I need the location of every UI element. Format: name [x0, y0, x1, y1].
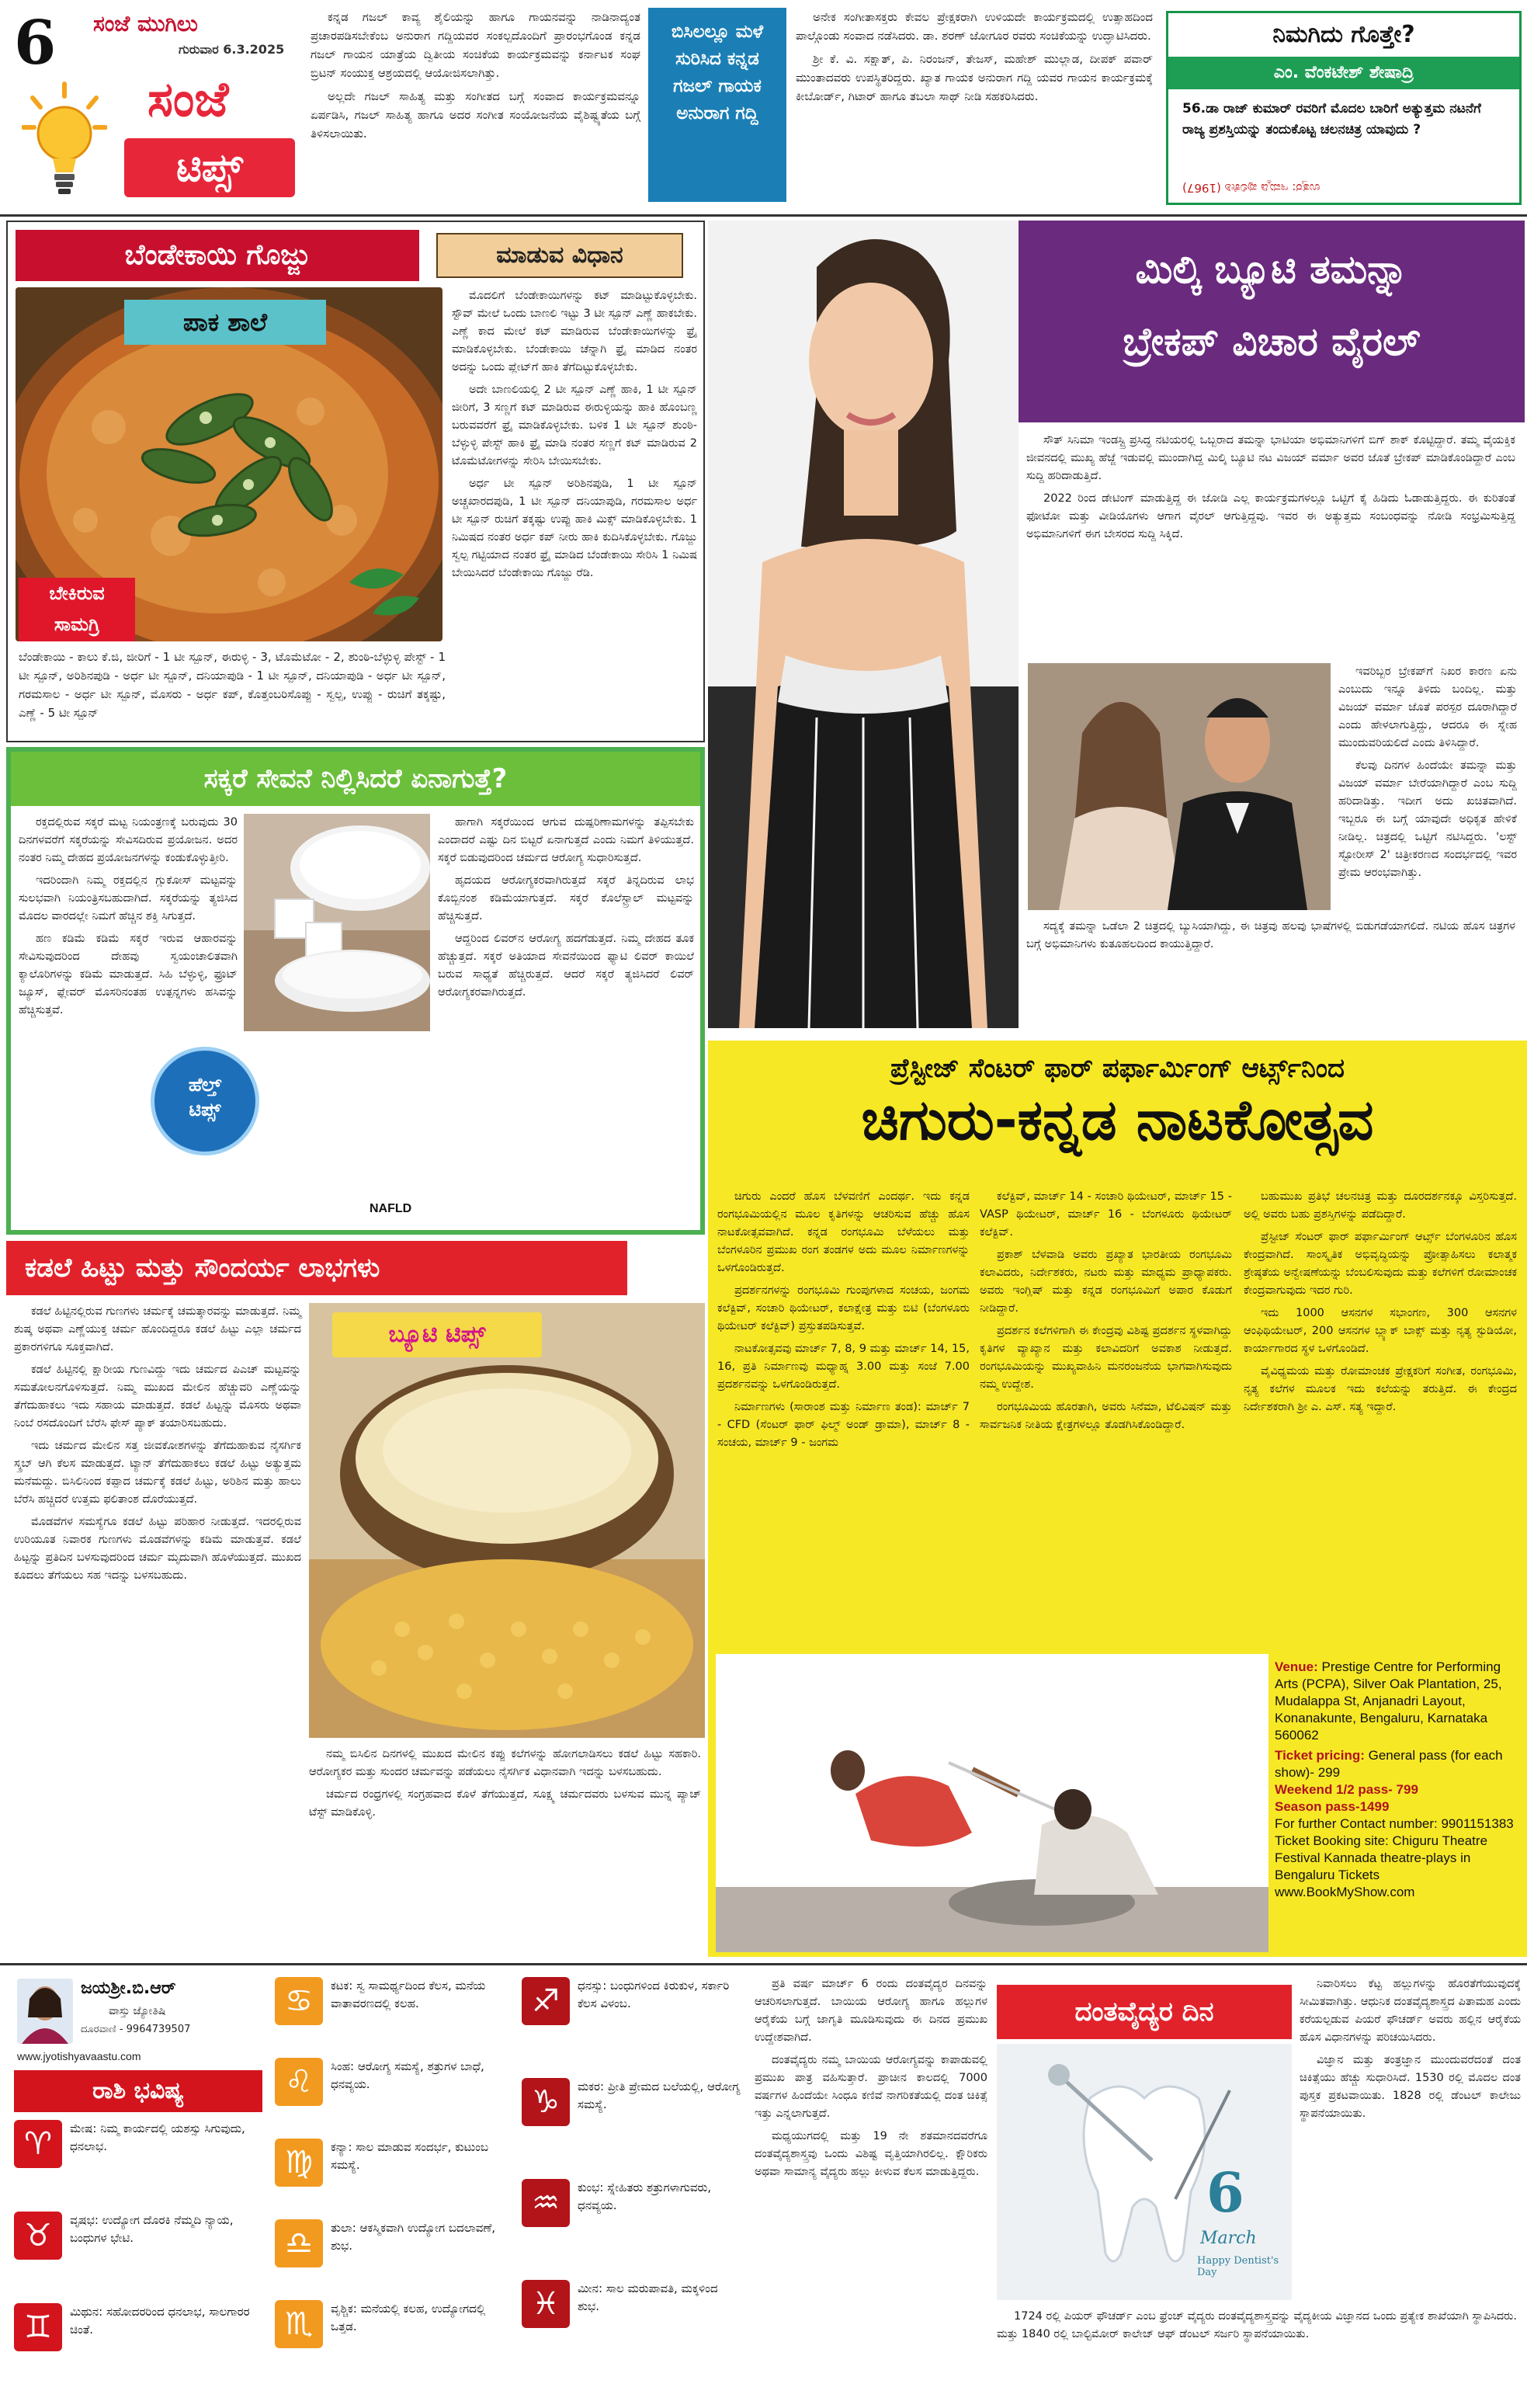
dentist-title-box: [997, 1985, 1292, 2039]
capricorn-icon: ♑: [522, 2078, 570, 2126]
libra-icon: ♎: [275, 2219, 323, 2267]
astrologer-photo: [17, 1979, 73, 2044]
zodiac-row-dhanassu: [522, 1977, 743, 2078]
zodiac-row-kumbha: [522, 2179, 743, 2280]
paragraph: ಚಿಗುರು ಎಂದರೆ ಹೊಸ ಬೆಳವಣಿಗೆ ಎಂದರ್ಥ. ಇದು ಕನ್ನಡ ರಂಗಭೂಮಿಯಲ್ಲಿನ ಮೂಲ ಕೃತಿಗಳನ್ನು ಆಚರಿಸುವ ಹೆಚ್ಚು ಹೊಸ ನಾಟಕೋತ್ಸವವಾಗಿದೆ. ಕನ್ನಡ ರಂಗಭೂಮಿ ಬೆಳೆಯಲು ಮತ್ತು ಬೆಂಗಳೂರಿನ ಪ್ರಮುಖ ರಂಗ ತಂಡಗಳ ಅದು ಮೂಲ ನಿರ್ಮಾಣಗಳನ್ನು ಒಳಗೊಂಡಿರುತ್ತದೆ.: [717, 1190, 970, 1274]
paragraph: ಅರ್ಧ ಟೀ ಸ್ಪೂನ್ ಅರಿಶಿನಪುಡಿ, 1 ಟೀ ಸ್ಪೂನ್ ಅಚ್ಚಖಾರದಪುಡಿ, 1 ಟೀ ಸ್ಪೂನ್ ದನಿಯಾಪುಡಿ, ಗರಮಸಾಲ ಅರ್ಧ ಟೀ ಸ್ಪೂನ್ ರುಚಿಗೆ ತಕ್ಕಷ್ಟು ಉಪ್ಪು ಹಾಕಿ ಮಿಕ್ಸ್ ಮಾಡಿಕೊಳ್ಳಬೇಕು. 1 ನಿಮಿಷದ ನಂತರ ಅರ್ಧ ಕಪ್ ನೀರು ಹಾಕಿ ಕುದಿಸಿಕೊಳ್ಳಬೇಕು. ಗೊಜ್ಜು ಸ್ವಲ್ಪ ಗಟ್ಟಿಯಾದ ನಂತರ ಫ್ರೈ ಮಾಡಿದ ಬೆಂಡೇಕಾಯಿ ಸೇರಿಸಿ 1 ನಿಮಿಷ ಬೇಯಿಸಿದರೆ ಬೆಂಡೇಕಾಯಿ ಗೊಜ್ಜು ರೆಡಿ.: [452, 478, 697, 579]
paragraph: ಅದೇ ಬಾಣಲಿಯಲ್ಲಿ 2 ಟೀ ಸ್ಪೂನ್ ಎಣ್ಣೆ ಹಾಕಿ, 1 ಟೀ ಸ್ಪೂನ್ ಜೀರಿಗೆ, 3 ಸಣ್ಣಗೆ ಕಟ್ ಮಾಡಿರುವ ಈರುಳ್ಳಿಯನ್ನು ಹಾಕಿ ಹೊಂಬಣ್ಣ ಬರುವವರೆಗೆ ಫ್ರೈ ಮಾಡಿಕೊಳ್ಳಬೇಕು. ಬಳಿಕ 1 ಟೀ ಸ್ಪೂನ್ ಶುಂಠಿ-ಬೆಳ್ಳುಳ್ಳಿ ಪೇಸ್ಟ್ ಹಾಕಿ ಫ್ರೈ ಮಾಡಿ ನಂತರ ಸಣ್ಣಗೆ ಕಟ್ ಮಾಡಿರುವ 2 ಟೊಮೆಟೋಗಳನ್ನು ಸೇರಿಸಿ ಬೇಯಿಸಬೇಕು.: [452, 384, 697, 467]
chiguru-col-3: [1244, 1188, 1517, 1421]
gemini-icon: ♊: [14, 2303, 62, 2351]
zodiac-row-tula: [275, 2219, 515, 2300]
sugar-headline: ಸಕ್ಕರೆ ಸೇವನೆ ನಿಲ್ಲಿಸಿದರೆ ಏನಾಗುತ್ತೆ?: [203, 763, 508, 794]
paragraph: ಅನೇಕ ಸಂಗೀತಾಸಕ್ತರು ಕೇವಲ ಪ್ರೇಕ್ಷಕರಾಗಿ ಉಳಿಯದೇ ಕಾರ್ಯಕ್ರಮದಲ್ಲಿ ಉತ್ಸಾಹದಿಂದ ಪಾಲ್ಗೊಂಡು ಸಂವಾದ ನಡೆಸಿದರು. ಡಾ. ಶರಣ್ ಜೋಗೂರ ರವರು ಸಂಚಿಕೆಯನ್ನು ಉದ್ಘಾಟಿಸಿದರು.: [796, 10, 1153, 43]
leo-icon: ♌: [275, 2058, 323, 2106]
chiguru-col-1: [717, 1188, 970, 1457]
sagittarius-icon: ♐: [522, 1977, 570, 2025]
ingredients-label-1: ಬೇಕಿರುವ: [49, 582, 105, 604]
paragraph: ಹೃದಯದ ಆರೋಗ್ಯಕರವಾಗಿರುತ್ತದೆ ಸಕ್ಕರೆ ತಿನ್ನದಿರುವ ಲಾಭ ಕೊಬ್ಬಿನಂಶ ಕಡಿಮೆಯಾಗುತ್ತದೆ. ಸಕ್ಕರೆ ಕೊಲೆಸ್ಟ್ರಾಲ್ ಮಟ್ಟವನ್ನು ಹೆಚ್ಚಿಸುತ್ತದೆ.: [438, 874, 694, 923]
astrologer-role: ವಾಸ್ತು ಜ್ಯೋತಿಷಿ: [109, 2005, 166, 2017]
zodiac-text: ಮಿಥುನ: ಸಹೋದರರಿಂದ ಧನಲಾಭ, ಸಾಲಗಾರರ ಚಿಂತೆ.: [70, 2305, 250, 2337]
paragraph: ಇದರಿಂದಾಗಿ ನಿಮ್ಮ ರಕ್ತದಲ್ಲಿನ ಗ್ಲುಕೋಸ್ ಮಟ್ಟವನ್ನು ಸುಲಭವಾಗಿ ನಿಯಂತ್ರಿಸಬಹುದಾಗಿದೆ. ಸಕ್ಕರೆಯನ್ನು ತ್ಯಜಿಸಿದ ಮೊದಲ ವಾರದಲ್ಲೇ ನಿಮಗೆ ಹೆಚ್ಚಿನ ಶಕ್ತಿ ಸಿಗುತ್ತದೆ.: [19, 874, 238, 923]
dentist-title: ದಂತವೈದ್ಯರ ದಿನ: [1074, 1996, 1214, 2028]
sugar-section: [6, 747, 705, 1235]
zodiac-text: ಕನ್ಯಾ: ಸಾಲ ಮಾಡುವ ಸಂದರ್ಭ, ಕುಟುಂಬ ಸಮಸ್ಯೆ.: [331, 2140, 489, 2172]
tamanna-headline-2: ಬ್ರೇಕಪ್ ವಿಚಾರ ವೈರಲ್: [1123, 319, 1421, 364]
tamanna-side-col: [1338, 663, 1517, 887]
divider: [0, 214, 1527, 217]
beauty-tips-badge: [332, 1312, 542, 1357]
paragraph: ಇವರಿಬ್ಬರ ಬ್ರೇಕಪ್‌ಗೆ ನಿಖರ ಕಾರಣ ಏನು ಎಂಬುದು ಇನ್ನೂ ತಿಳಿದು ಬಂದಿಲ್ಲ. ಮತ್ತು ವಿಜಯ್ ವರ್ಮಾ ಜೊತೆ ಪರಸ್ಪರ ದೂರಾಗಿದ್ದಾರೆ ಎಂದು ಹೇಳಲಾಗುತ್ತಿದ್ದು, ಆದರೂ ಈ ಸ್ನೇಹ ಮುಂದುವರಿಯಲಿದೆ ಎಂದು ತಿಳಿಸಿದ್ದಾರೆ.: [1338, 665, 1517, 749]
paragraph: ಕನ್ನಡ ಗಜಲ್ ಕಾವ್ಯ ಶೈಲಿಯನ್ನು ಹಾಗೂ ಗಾಯನವನ್ನು ನಾಡಿನಾದ್ಯಂತ ಪ್ರಚಾರಪಡಿಸಬೇಕೆಂಬ ಅನುರಾಗ ಗದ್ದಿಯವರ ಸಂಕಲ್ಪದೊಂದಿಗೆ ಪ್ರಾರಂಭಗೊಂಡ ಕನ್ನಡ ಗಜಲ್ ಗಾಯನ ಯಾತ್ರೆಯ ದ್ವಿತೀಯ ಸಂಚಿಕೆಯ ಕಾರ್ಯಕ್ರಮವನ್ನು ಕರ್ನಾಟಕ ಸಂಘ ಬ್ರಿಟನ್ ಸಂಯುಕ್ತ ಆಶ್ರಯದಲ್ಲಿ ಆಯೋಜಿಸಲಾಗಿತ್ತು.: [311, 10, 640, 80]
paragraph: 2022 ರಿಂದ ಡೇಟಿಂಗ್ ಮಾಡುತ್ತಿದ್ದ ಈ ಜೋಡಿ ಎಲ್ಲ ಕಾರ್ಯಕ್ರಮಗಳಲ್ಲೂ ಒಟ್ಟಿಗೆ ಕೈ ಹಿಡಿದು ಓಡಾಡುತ್ತಿದ್ದರು. ಈ ಕುರಿತಂತೆ ಫೋಟೋ ಮತ್ತು ವೀಡಿಯೊಗಳು ಆಗಾಗ ವೈರಲ್ ಆಗುತ್ತಿದ್ದವು. ಇವರ ಈ ಅತ್ಯುತ್ತಮ ಸಂಬಂಧವನ್ನು ನೋಡಿ ಸಂಭ್ರಮಿಸುತ್ತಿದ್ದ ಅಭಿಮಾನಿಗಳಿಗೆ ಈಗ ಬೇಸರದ ಸುದ್ದಿ ಸಿಕ್ಕಿದೆ.: [1026, 492, 1515, 540]
taurus-icon: ♉: [14, 2212, 62, 2260]
zodiac-text: ಸಿಂಹ: ಆರೋಗ್ಯ ಸಮಸ್ಯೆ, ಶತ್ರುಗಳ ಬಾಧೆ, ಧನವ್ಯಯ.: [331, 2059, 484, 2091]
paragraph: 1724 ರಲ್ಲಿ ಪಿಯರ್ ಫೌಚರ್ಡ್ ಎಂಬ ಫ್ರೆಂಚ್ ವೈದ್ಯರು ದಂತವೈದ್ಯಶಾಸ್ತ್ರವನ್ನು ವೈದ್ಯಕೀಯ ವಿಜ್ಞಾನದ ಒಂದು ಪ್ರತ್ಯೇಕ ಶಾಖೆಯಾಗಿ ಸ್ಥಾಪಿಸಿದರು. ಮತ್ತು 1840 ರಲ್ಲಿ ಬಾಲ್ಟಿಮೋರ್ ಕಾಲೇಜ್ ಆಫ್ ಡೆಂಟಲ್ ಸರ್ಜರಿ ಸ್ಥಾಪನೆಯಾಯಿತು.: [997, 2310, 1517, 2340]
paragraph: ಬಹುಮುಖ ಪ್ರತಿಭೆ ಚಲನಚಿತ್ರ ಮತ್ತು ದೂರದರ್ಶನಕ್ಕೂ ವಿಸ್ತರಿಸುತ್ತದೆ. ಅಲ್ಲಿ ಅವರು ಬಹು ಪ್ರಶಸ್ತಿಗಳನ್ನು ಪಡೆದಿದ್ದಾರೆ.: [1244, 1190, 1517, 1221]
dentist-col-3: [997, 2308, 1517, 2348]
chiguru-headline: ಚಿಗುರು-ಕನ್ನಡ ನಾಟಕೋತ್ಸವ: [861, 1087, 1374, 1152]
zodiac-list: [275, 1977, 515, 2381]
dentist-section: [748, 1969, 1525, 2404]
besan-section: [6, 1241, 705, 1958]
paragraph: ಕಡಲೆ ಹಿಟ್ಟಿನಲ್ಲಿ ಕ್ಷಾರೀಯ ಗುಣವಿದ್ದು ಇದು ಚರ್ಮದ ಪಿಎಚ್ ಮಟ್ಟವನ್ನು ಸಮತೋಲನಗೊಳಿಸುತ್ತದೆ. ನಿಮ್ಮ ಮುಖದ ಮೇಲಿನ ಹೆಚ್ಚುವರಿ ಎಣ್ಣೆಯನ್ನು ತೆಗೆದುಹಾಕಲು ಇದು ಸಹಾಯ ಮಾಡುತ್ತದೆ. ಕಡಲೆ ಹಿಟ್ಟನ್ನು ಮೊಸರು ಅಥವಾ ನಿಂಬೆ ರಸದೊಂದಿಗೆ ಬೆರೆಸಿ ಫೇಸ್ ಪ್ಯಾಕ್ ತಯಾರಿಸಬಹುದು.: [14, 1364, 301, 1430]
tamanna-section: [708, 221, 1527, 1036]
zodiac-text: ವೃಷಭ: ಉದ್ಯೋಗ ದೊರಕಿ ನೆಮ್ಮದಿ ನ್ಯಾಯ, ಬಂಧುಗಳ ಭೇಟಿ.: [70, 2213, 234, 2245]
recipe-title: ಬೆಂಡೇಕಾಯಿ ಗೊಜ್ಜು: [124, 239, 311, 271]
besan-col-1: [14, 1303, 301, 1590]
paragraph: ಇದು ಚರ್ಮದ ಮೇಲಿನ ಸತ್ತ ಜೀವಕೋಶಗಳನ್ನು ತೆಗೆದುಹಾಕುವ ನೈಸರ್ಗಿಕ ಸ್ಕ್ರಬ್ ಆಗಿ ಕೆಲಸ ಮಾಡುತ್ತದೆ. ಟ್ಯಾನ್ ತೆಗೆದುಹಾಕಲು ಕಡಲೆ ಹಿಟ್ಟು ಅತ್ಯುತ್ತಮ ಮನೆಮದ್ದು. ಬಿಸಿಲಿನಿಂದ ಕಪ್ಪಾದ ಚರ್ಮಕ್ಕೆ ಕಡಲೆ ಹಿಟ್ಟು, ಅರಿಶಿನ ಮತ್ತು ಹಾಲು ಬೆರೆಸಿ ಹಚ್ಚಿದರೆ ಉತ್ತಮ ಫಲಿತಾಂಶ ದೊರೆಯುತ್ತದೆ.: [14, 1440, 301, 1506]
paragraph: ನಿರ್ಮಾಣಗಳು (ಸಾರಾಂಶ ಮತ್ತು ನಿರ್ಮಾಣ ತಂಡ): ಮಾರ್ಚ್ 7 - CFD (ಸೆಂಟರ್ ಫಾರ್ ಫಿಲ್ಮ್ ಅಂಡ್ ಡ್ರಾಮಾ), ಮಾರ್ಚ್ 8 - ಸಂಚಯ, ಮಾರ್ಚ್ 9 - ಜಂಗಮ: [717, 1401, 970, 1449]
ghazal-article: [311, 8, 1157, 211]
astrologer-phone: ದೂರವಾಣಿ - 9964739507: [81, 2024, 191, 2035]
dentist-col-2: [1300, 1975, 1521, 2128]
zodiac-text: ವೃಶ್ಚಿಕ: ಮನೆಯಲ್ಲಿ ಕಲಹ, ಉದ್ಯೋಗದಲ್ಲಿ ಒತ್ತಡ.: [331, 2302, 486, 2333]
paragraph: ನಾಟಕೋತ್ಸವವು ಮಾರ್ಚ್ 7, 8, 9 ಮತ್ತು ಮಾರ್ಚ್ 14, 15, 16, ಪ್ರತಿ ನಿರ್ಮಾಣವು ಮಧ್ಯಾಹ್ನ 3.00 ಮತ್ತು ಸಂಜೆ 7.00 ಪ್ರದರ್ಶನವನ್ನು ಒಳಗೊಂಡಿರುತ್ತದೆ.: [717, 1343, 970, 1391]
paragraph: ನಿವಾರಿಸಲು ಕೆಟ್ಟ ಹಲ್ಲುಗಳನ್ನು ಹೊರತೆಗೆಯುವುದಕ್ಕೆ ಸೀಮಿತವಾಗಿತ್ತು. ಆಧುನಿಕ ದಂತವೈದ್ಯಶಾಸ್ತ್ರದ ಪಿತಾಮಹ ಎಂದು ಕರೆಯಲ್ಪಡುವ ಪಿಯರೆ ಫೌಚರ್ಡ್ ಅವರು ಹಲ್ಲಿನ ಆರೈಕೆಯ ಹೊಸ ವಿಧಾನಗಳನ್ನು ಪರಿಚಯಿಸಿದರು.: [1300, 1978, 1521, 2044]
ghazal-col-2: [796, 8, 1153, 110]
recipe-section: [6, 221, 705, 742]
beauty-tips-label: ಬ್ಯೂಟಿ ಟಿಪ್ಸ್: [388, 1321, 486, 1348]
sugar-headline-box: [11, 752, 700, 806]
ghazal-title: ಬಿಸಿಲಲ್ಲೂ ಮಳೆ ಸುರಿಸಿದ ಕನ್ನಡ ಗಜಲ್ ಗಾಯಕ ಅನುರಾಗ ಗದ್ದಿ: [671, 22, 764, 123]
sugar-col-2: [438, 814, 694, 1006]
contact-number: For further Contact number: 9901151383: [1275, 1816, 1514, 1831]
quiz-box: [1166, 11, 1522, 205]
virgo-icon: ♍: [275, 2139, 323, 2187]
paragraph: ಶ್ರೀ ಕೆ. ವಿ. ಸಕ್ಷಾತ್, ಪಿ. ನಿರಂಜನ್, ತೇಜಸ್, ಮಹೇಶ್ ಮುಲ್ಲಾಡ, ದೀಪಕ್ ಪವಾರ್ ಮುಂತಾದವರು ಉಪಸ್ಥಿತರಿದ್ದರು. ಖ್ಯಾತ ಗಾಯಕ ಅನುರಾಗ ಗದ್ದಿ ಯವರ ಗಾಯನ ಕಾರ್ಯಕ್ರಮಕ್ಕೆ ಕೀಬೋರ್ಡ್, ಗಿಟಾರ್ ಹಾಗೂ ತಬಲಾ ಸಾಥ್ ನೀಡಿ ಸಹಕರಿಸಿದರು.: [796, 52, 1153, 103]
zodiac-text: ತುಲಾ: ಆಕಸ್ಮಿಕವಾಗಿ ಉದ್ಯೋಗ ಬದಲಾವಣೆ, ಶುಭ.: [331, 2221, 496, 2253]
ghazal-col-1: [311, 8, 640, 148]
quiz-heading: ನಿಮಗಿದು ಗೊತ್ತೇ?: [1272, 21, 1415, 48]
paragraph: ರಕ್ತದಲ್ಲಿರುವ ಸಕ್ಕರೆ ಮಟ್ಟ ನಿಯಂತ್ರಣಕ್ಕೆ ಬರುವುದು 30 ದಿನಗಳವರೆಗೆ ಸಕ್ಕರೆಯನ್ನು ಸೇವಿಸದಿರುವ ಪ್ರಯೋಜನ. ಅದರ ನಂತರ ನಿಮ್ಮ ದೇಹದ ಪ್ರಯೋಜನಗಳನ್ನು ಕಂಡುಕೊಳ್ಳುತ್ತೀರಿ.: [19, 816, 238, 864]
lightbulb-icon: [22, 78, 107, 206]
pricing-label: Ticket pricing:: [1275, 1748, 1365, 1763]
paragraph: ಆದ್ದರಿಂದ ಲಿವರ್‌ನ ಆರೋಗ್ಯ ಹದಗೆಡುತ್ತದೆ. ನಿಮ್ಮ ದೇಹದ ತೂಕ ಹೆಚ್ಚುತ್ತದೆ. ಸಕ್ಕರೆ ಅತಿಯಾದ ಸೇವನೆಯಿಂದ ಫ್ಯಾಟಿ ಲಿವರ್ ಕಾಯಿಲೆ ಬರುವ ಸಾಧ್ಯತೆ ಹೆಚ್ಚಿರುತ್ತದೆ. ಆದರೆ ಸಕ್ಕರೆ ತ್ಯಜಿಸಿದರೆ ಲಿವರ್ ಆರೋಗ್ಯಕರವಾಗಿರುತ್ತದೆ.: [438, 933, 694, 999]
paragraph: ಕಲೆಕ್ಟಿವ್, ಮಾರ್ಚ್ 14 - ಸಂಚಾರಿ ಥಿಯೇಟರ್, ಮಾರ್ಚ್ 15 - VASP ಥಿಯೇಟರ್, ಮಾರ್ಚ್ 16 - ಬೆಂಗಳೂರು ಥಿಯೇಟರ್ ಕಲೆಕ್ಟಿವ್.: [980, 1190, 1232, 1239]
besan-photo: [309, 1303, 705, 1738]
health-tips-badge: [151, 1047, 259, 1155]
zodiac-row-kanya: [275, 2139, 515, 2219]
tamanna-body: [1026, 432, 1515, 548]
poster-caption: Happy Dentist's Day: [1197, 2255, 1279, 2278]
zodiac-row-vrishabha: [14, 2212, 270, 2303]
paragraph: ಪ್ರೆಸ್ಟೀಜ್ ಸೆಂಟರ್ ಫಾರ್ ಪರ್ಫಾರ್ಮಿಂಗ್ ಆರ್ಟ್ಸ್ ಬೆಂಗಳೂರಿನ ಹೊಸ ಕೇಂದ್ರವಾಗಿದೆ. ಸಾಂಸ್ಕೃತಿಕ ಅಭಿವೃದ್ಧಿಯನ್ನು ಪ್ರೋತ್ಸಾಹಿಸಲು ಕಲಾತ್ಮಕ ಶ್ರೇಷ್ಠತೆಯ ಅನ್ವೇಷಣೆಯನ್ನು ಬೆಂಬಲಿಸುವುದು ಮತ್ತು ಕಲೆಗಳಿಗೆ ರೋಮಾಂಚಕ ಕೇಂದ್ರವಾಗುವುದು ಇದರ ಗುರಿ.: [1244, 1231, 1517, 1297]
zodiac-row-mesha: [14, 2120, 270, 2212]
pakashale-label-box: [124, 300, 326, 345]
zodiac-text: ಮಕರ: ಪ್ರೀತಿ ಪ್ರೇಮದ ಬಲೆಯಲ್ಲಿ, ಆರೋಗ್ಯ ಸಮಸ್ಯೆ.: [578, 2080, 741, 2111]
masthead: [0, 0, 307, 210]
aquarius-icon: ♒: [522, 2179, 570, 2227]
paragraph: ಮಧ್ಯಯುಗದಲ್ಲಿ ಮತ್ತು 19 ನೇ ಶತಮಾನದವರೆಗೂ ದಂತವೈದ್ಯಶಾಸ್ತ್ರವು ಒಂದು ವಿಶಿಷ್ಟ ವೃತ್ತಿಯಾಗಿರಲಿಲ್ಲ. ಕ್ಷೌರಿಕರು ಅಥವಾ ಸಾಮಾನ್ಯ ವೈದ್ಯರು ಹಲ್ಲು ಕೀಳುವ ಕೆಲಸ ಮಾಡುತ್ತಿದ್ದರು.: [755, 2130, 987, 2178]
recipe-method: [452, 287, 697, 587]
zodiac-text: ಮೀನ: ಸಾಲ ಮರುಪಾವತಿ, ಮಕ್ಕಳಿಂದ ಶುಭ.: [578, 2281, 718, 2313]
sugar-photo: [244, 814, 430, 1031]
ingredients-text: ಬೆಂಡೇಕಾಯಿ - ಕಾಲು ಕೆ.ಜಿ, ಜೀರಿಗೆ - 1 ಟೀ ಸ್ಪೂನ್, ಈರುಳ್ಳಿ - 3, ಟೊಮೆಟೋ - 2, ಶುಂಠಿ-ಬೆಳ್ಳುಳ್ಳಿ ಪೇಸ್ಟ್ - 1 ಟೀ ಸ್ಪೂನ್, ಅರಿಶಿನಪುಡಿ - ಅರ್ಧ ಟೀ ಸ್ಪೂನ್, ದನಿಯಾಪುಡಿ - 1 ಟೀ ಸ್ಪೂನ್, ದನಿಯಾಪುಡಿ - ಅರ್ಧ ಟೀ ಸ್ಪೂನ್, ಗರಮಸಾಲ - ಅರ್ಧ ಟೀ ಸ್ಪೂನ್, ಮೊಸರು - ಅರ್ಧ ಕಪ್, ಕೊತ್ತಂಬರಿಸೊಪ್ಪು - ಸ್ವಲ್ಪ, ಉಪ್ಪು - ರುಚಿಗೆ ತಕ್ಕಷ್ಟು, ಎಣ್ಣೆ - 5 ಟೀ ಸ್ಪೂನ್: [19, 650, 446, 720]
pricing-text: General pass (for each show)- 299: [1275, 1748, 1503, 1780]
venue-label: Venue:: [1275, 1659, 1318, 1674]
zodiac-row-vrishchika: [275, 2300, 515, 2381]
nafld-label: NAFLD: [370, 1202, 412, 1215]
recipe-title-box: [16, 230, 419, 281]
besan-headline-box: [6, 1241, 627, 1295]
divider: [0, 1963, 1527, 1965]
page-number: 6: [14, 8, 57, 78]
horoscope-title-box: [14, 2070, 262, 2112]
dentist-col-1: [755, 1975, 987, 2186]
paragraph: ರಂಗಭೂಮಿಯ ಹೊರತಾಗಿ, ಅವರು ಸಿನೆಮಾ, ಟೆಲಿವಿಷನ್ ಮತ್ತು ಸಾರ್ವಜನಿಕ ನೀತಿಯ ಕ್ಷೇತ್ರಗಳಲ್ಲೂ ತೊಡಗಿಸಿಕೊಂಡಿದ್ದಾರೆ.: [980, 1401, 1232, 1431]
paragraph: ಇದು 1000 ಆಸನಗಳ ಸಭಾಂಗಣ, 300 ಆಸನಗಳ ಆಂಫಿಥಿಯೇಟರ್, 200 ಆಸನಗಳ ಬ್ಲ್ಯಾಕ್ ಬಾಕ್ಸ್ ಮತ್ತು ನೃತ್ಯ ಸ್ಟುಡಿಯೋ, ಕಾರ್ಯಾಗಾರದ ಸ್ಥಳ ಒಳಗೊಂಡಿದೆ.: [1244, 1307, 1517, 1355]
performance-photo: [716, 1654, 1268, 1952]
booking-info: Ticket Booking site: Chiguru Theatre Festival Kannada theatre-plays in Bengaluru Tickets www.BookMyShow.com: [1275, 1833, 1488, 1899]
section-subtitle-box: [124, 138, 295, 197]
besan-headline: ಕಡಲೆ ಹಿಟ್ಟು ಮತ್ತು ಸೌಂದರ್ಯ ಲಾಭಗಳು: [25, 1253, 380, 1284]
issue-date: ಗುರುವಾರ 6.3.2025: [179, 42, 285, 57]
pakashale-label: ಪಾಕ ಶಾಲೆ: [182, 308, 268, 337]
scorpio-icon: ♏: [275, 2300, 323, 2348]
method-label-box: [436, 233, 683, 278]
pisces-icon: ♓: [522, 2280, 570, 2328]
quiz-answer: ಉತ್ತರ: ಇಮ್ಮಡಿ ಪುಲಿಕೇಶಿ (1967): [1182, 181, 1321, 195]
tamanna-headline-1: ಮಿಲ್ಕಿ ಬ್ಯೂಟಿ ತಮನ್ನಾ: [1135, 247, 1408, 292]
chiguru-section: [708, 1041, 1527, 1957]
zodiac-list: [14, 2120, 270, 2395]
chiguru-col-2: [980, 1188, 1232, 1439]
tamanna-bottom: [1026, 918, 1515, 958]
quiz-question: 56.ಡಾ ರಾಜ್ ಕುಮಾರ್ ರವರಿಗೆ ಮೊದಲ ಬಾರಿಗೆ ಅತ್ಯುತ್ತಮ ನಟನೆಗೆ ರಾಜ್ಯ ಪ್ರಶಸ್ತಿಯನ್ನು ತಂದುಕೊಟ್ಟ ಚಲನಚಿತ್ರ ಯಾವುದು ?: [1182, 101, 1481, 137]
horoscope-title: ರಾಶಿ ಭವಿಷ್ಯ: [92, 2077, 184, 2104]
ghazal-title-box: [648, 8, 786, 202]
paper-name: ಸಂಜೆ ಮುಗಿಲು: [93, 11, 198, 36]
paragraph: ಹಾಗಾಗಿ ಸಕ್ಕರೆಯಿಂದ ಆಗುವ ದುಷ್ಪರಿಣಾಮಗಳನ್ನು ತಪ್ಪಿಸಬೇಕು ಎಂದಾದರೆ ಎಷ್ಟು ದಿನ ಬಿಟ್ಟರೆ ಏನಾಗುತ್ತದೆ ಎಂದು ನಿಮಗೆ ತಿಳಿಯುತ್ತದೆ. ಸಕ್ಕರೆ ಬಿಡುವುದರಿಂದ ಚರ್ಮದ ಆರೋಗ್ಯ ಸುಧಾರಿಸುತ್ತದೆ.: [438, 816, 694, 864]
zodiac-row-kataka: [275, 1977, 515, 2058]
paragraph: ಕಡಲೆ ಹಿಟ್ಟಿನಲ್ಲಿರುವ ಗುಣಗಳು ಚರ್ಮಕ್ಕೆ ಚಮತ್ಕಾರವನ್ನು ಮಾಡುತ್ತದೆ. ನಿಮ್ಮ ಶುಷ್ಕ ಅಥವಾ ಎಣ್ಣೆಯುಕ್ತ ಚರ್ಮ ಹೊಂದಿದ್ದರೂ ಕಡಲೆ ಹಿಟ್ಟು ಎಲ್ಲಾ ಚರ್ಮದ ಪ್ರಕಾರಗಳಿಗೂ ಸೂಕ್ತವಾಗಿದೆ.: [14, 1305, 301, 1353]
zodiac-row-meena: [522, 2280, 743, 2381]
paragraph: ದಂತವೈದ್ಯರು ನಮ್ಮ ಬಾಯಿಯ ಆರೋಗ್ಯವನ್ನು ಕಾಪಾಡುವಲ್ಲಿ ಪ್ರಮುಖ ಪಾತ್ರ ವಹಿಸುತ್ತಾರೆ. ಪ್ರಾಚೀನ ಕಾಲದಲ್ಲಿ 7000 ವರ್ಷಗಳ ಹಿಂದೆಯೇ ಸಿಂಧೂ ಕಣಿವೆ ನಾಗರಿಕತೆಯಲ್ಲಿ ದಂತ ಚಿಕಿತ್ಸೆ ಇತ್ತು ಎನ್ನಲಾಗುತ್ತದೆ.: [755, 2054, 987, 2120]
paragraph: ಪ್ರತಿ ವರ್ಷ ಮಾರ್ಚ್ 6 ರಂದು ದಂತವೈದ್ಯರ ದಿನವನ್ನು ಆಚರಿಸಲಾಗುತ್ತದೆ. ಬಾಯಿಯ ಆರೋಗ್ಯ ಹಾಗೂ ಹಲ್ಲುಗಳ ಆರೈಕೆಯ ಬಗ್ಗೆ ಜಾಗೃತಿ ಮೂಡಿಸುವುದು ಈ ದಿನದ ಪ್ರಮುಖ ಉದ್ದೇಶವಾಗಿದೆ.: [755, 1978, 987, 2044]
paragraph: ಸದ್ಯಕ್ಕೆ ತಮನ್ನಾ ಒಡೆಲಾ 2 ಚಿತ್ರದಲ್ಲಿ ಬ್ಯುಸಿಯಾಗಿದ್ದು, ಈ ಚಿತ್ರವು ಹಲವು ಭಾಷೆಗಳಲ್ಲಿ ಬಿಡುಗಡೆಯಾಗಲಿದೆ. ನಟಿಯ ಹೊಸ ಚಿತ್ರಗಳ ಬಗ್ಗೆ ಅಭಿಮಾನಿಗಳು ಕುತೂಹಲದಿಂದ ಕಾಯುತ್ತಿದ್ದಾರೆ.: [1026, 920, 1515, 950]
quiz-author: ಎಂ. ವೆಂಕಟೇಶ್ ಶೇಷಾದ್ರಿ: [1168, 57, 1519, 89]
section-title: ಸಂಜೆ: [147, 71, 229, 127]
paragraph: ಪ್ರದರ್ಶನಗಳನ್ನು ರಂಗಭೂಮಿ ಗುಂಪುಗಳಾದ ಸಂಚಯ, ಜಂಗಮ ಕಲೆಕ್ಟಿವ್, ಸಂಚಾರಿ ಥಿಯೇಟರ್, ಕಲಾಕ್ಷೇತ್ರ ಮತ್ತು ಬಿಟಿ (ಬೆಂಗಳೂರು ಥಿಯೇಟರ್ ಕಲೆಕ್ಟಿವ್) ಪ್ರಸ್ತುತಪಡಿಸುತ್ತವೆ.: [717, 1284, 970, 1333]
section-subtitle: ಟಿಪ್ಸ್: [176, 145, 243, 190]
season-pass: Season pass-1499: [1275, 1799, 1390, 1814]
besan-bottom: [309, 1746, 701, 1826]
poster-month: March: [1200, 2229, 1257, 2248]
dentist-poster: [997, 2044, 1292, 2300]
paragraph: ಮೊದಲಿಗೆ ಬೆಂಡೇಕಾಯಿಗಳನ್ನು ಕಟ್ ಮಾಡಿಟ್ಟುಕೊಳ್ಳಬೇಕು. ಸ್ಟೌವ್ ಮೇಲೆ ಒಂದು ಬಾಣಲಿ ಇಟ್ಟು 3 ಟೀ ಸ್ಪೂನ್ ಎಣ್ಣೆ ಹಾಕಬೇಕು. ಎಣ್ಣೆ ಕಾದ ಮೇಲೆ ಕಟ್ ಮಾಡಿರುವ ಬೆಂಡೇಕಾಯಿಗಳನ್ನು ಫ್ರೈ ಮಾಡಿಕೊಳ್ಳಬೇಕು. ಬೆಂಡೇಕಾಯಿ ಚೆನ್ನಾಗಿ ಫ್ರೈ ಮಾಡಿದ ನಂತರ ಅದನ್ನು ಒಂದು ಪ್ಲೇಟ್‌ಗೆ ಹಾಕಿ ತೆಗೆದಿಟ್ಟುಕೊಳ್ಳಬೇಕು.: [452, 290, 697, 374]
poster-day: 6: [1206, 2160, 1244, 2225]
paragraph: ಮೊಡವೆಗಳ ಸಮಸ್ಯೆಗೂ ಕಡಲೆ ಹಿಟ್ಟು ಪರಿಹಾರ ನೀಡುತ್ತದೆ. ಇದರಲ್ಲಿರುವ ಉರಿಯೂತ ನಿವಾರಕ ಗುಣಗಳು ಮೊಡವೆಗಳನ್ನು ಕಡಿಮೆ ಮಾಡುತ್ತವೆ. ಕಡಲೆ ಹಿಟ್ಟನ್ನು ಪ್ರತಿದಿನ ಬಳಸುವುದರಿಂದ ಚರ್ಮ ಮೃದುವಾಗಿ ಹೊಳೆಯುತ್ತದೆ. ಮುಖದ ಕೂದಲು ತೆಗೆಯಲು ಸಹ ಇದನ್ನು ಬಳಸಬಹುದು.: [14, 1516, 301, 1582]
health-tips-line-2: ಟಿಪ್ಸ್: [189, 1099, 221, 1121]
paragraph: ಚರ್ಮದ ರಂಧ್ರಗಳಲ್ಲಿ ಸಂಗ್ರಹವಾದ ಕೊಳೆ ತೆಗೆಯುತ್ತದೆ, ಸೂಕ್ಷ್ಮ ಚರ್ಮದವರು ಬಳಸುವ ಮುನ್ನ ಪ್ಯಾಚ್ ಟೆಸ್ಟ್ ಮಾಡಿಕೊಳ್ಳಿ.: [309, 1788, 701, 1819]
paragraph: ಅಲ್ಲದೇ ಗಜಲ್ ಸಾಹಿತ್ಯ ಮತ್ತು ಸಂಗೀತದ ಬಗ್ಗೆ ಸಂವಾದ ಕಾರ್ಯಕ್ರಮವನ್ನೂ ಏರ್ಪಡಿಸಿ, ಗಜಲ್ ಸಾಹಿತ್ಯ ಹಾಗೂ ಅದರ ಸಂಗೀತ ಸಂಯೋಜನೆಯ ವೈಶಿಷ್ಟ್ಯತೆಯ ಬಗ್ಗೆ ತಿಳಿಸಲಾಯಿತು.: [311, 89, 640, 141]
paragraph: ನಮ್ಮ ಬಿಸಿಲಿನ ದಿನಗಳಲ್ಲಿ ಮುಖದ ಮೇಲಿನ ಕಪ್ಪು ಕಲೆಗಳನ್ನು ಹೋಗಲಾಡಿಸಲು ಕಡಲೆ ಹಿಟ್ಟು ಸಹಕಾರಿ. ಆರೋಗ್ಯಕರ ಮತ್ತು ಸುಂದರ ಚರ್ಮವನ್ನು ಪಡೆಯಲು ನೈಸರ್ಗಿಕ ವಿಧಾನವಾಗಿ ಇದನ್ನು ಬಳಸಬಹುದು.: [309, 1748, 701, 1778]
paragraph: ಪ್ರದರ್ಶನ ಕಲೆಗಳಿಗಾಗಿ ಈ ಕೇಂದ್ರವು ವಿಶಿಷ್ಟ ಪ್ರದರ್ಶನ ಸ್ಥಳವಾಗಿದ್ದು ಕೃತಿಗಳ ವ್ಯಾಖ್ಯಾನ ಮತ್ತು ಕಲಾವಿದರಿಗೆ ಅವಕಾಶ ನೀಡುತ್ತದೆ. ರಂಗಭೂಮಿಯನ್ನು ಮುಖ್ಯವಾಹಿನಿ ಮನರಂಜನೆಯ ಭಾಗವಾಗಿಸುವುದು ನಮ್ಮ ಉದ್ದೇಶ.: [980, 1325, 1232, 1391]
zodiac-text: ಕುಂಭ: ಸ್ನೇಹಿತರು ಶತ್ರುಗಳಾಗುವರು, ಧನವ್ಯಯ.: [578, 2180, 712, 2212]
weekend-pass: Weekend 1/2 pass- 799: [1275, 1782, 1418, 1797]
zodiac-text: ಕಟಕ: ಸ್ವ ಸಾಮರ್ಥ್ಯದಿಂದ ಕೆಲಸ, ಮನೆಯ ವಾತಾವರಣದಲ್ಲಿ ಕಲಹ.: [331, 1979, 486, 2010]
sugar-col-1: [19, 814, 238, 1024]
method-label: ಮಾಡುವ ವಿಧಾನ: [496, 241, 623, 269]
ingredients-label-2: ಸಾಮಗ್ರಿ: [54, 613, 100, 635]
cancer-icon: ♋: [275, 1977, 323, 2025]
zodiac-row-mithuna: [14, 2303, 270, 2395]
paragraph: ಹಣ ಕಡಿಮೆ ಕಡಿಮೆ ಸಕ್ಕರೆ ಇರುವ ಆಹಾರವನ್ನು ಸೇವಿಸುವುದರಿಂದ ದೇಹವು ಸ್ವಯಂಚಾಲಿತವಾಗಿ ಕ್ಯಾಲೊರಿಗಳನ್ನು ಕಡಿಮೆ ಮಾಡುತ್ತದೆ. ಸಿಹಿ ಬೆಳ್ಳುಳ್ಳಿ, ಫ್ರೂಟ್ ಜ್ಯೂಸ್, ಫ್ಲೇವರ್ ಮೊಸರಿನಂತಹ ಉತ್ಪನ್ನಗಳು ಹಸಿವನ್ನು ಹೆಚ್ಚಿಸುತ್ತವೆ.: [19, 933, 238, 1016]
zodiac-text: ಮೇಷ: ನಿಮ್ಮ ಕಾರ್ಯದಲ್ಲಿ ಯಶಸ್ಸು ಸಿಗುವುದು, ಧನಲಾಭ.: [70, 2121, 245, 2153]
horoscope-section: [6, 1969, 744, 2404]
chiguru-subhead: ಪ್ರೆಸ್ಟೀಜ್ ಸೆಂಟರ್ ಫಾರ್ ಪರ್ಫಾರ್ಮಿಂಗ್ ಆರ್ಟ್ಸ್‌ನಿಂದ: [890, 1053, 1345, 1084]
zodiac-text: ಧನಸ್ಸು: ಬಂಧುಗಳಿಂದ ಕಿರುಕುಳ, ಸರ್ಕಾರಿ ಕೆಲಸ ವಿಳಂಬ.: [578, 1979, 730, 2010]
venue-block: [1275, 1659, 1519, 1744]
event-info: [1275, 1659, 1519, 1901]
paragraph: ಪ್ರಕಾಶ್ ಬೆಳವಾಡಿ ಅವರು ಪ್ರಖ್ಯಾತ ಭಾರತೀಯ ರಂಗಭೂಮಿ ಕಲಾವಿದರು, ನಿರ್ದೇಶಕರು, ನಟರು ಮತ್ತು ಮಾಧ್ಯಮ ಪ್ರಾಧ್ಯಾಪಕರು. ಅವರು ಇಂಗ್ಲಿಷ್ ಮತ್ತು ಕನ್ನಡ ರಂಗಭೂಮಿಗೆ ಅಪಾರ ಕೊಡುಗೆ ನೀಡಿದ್ದಾರೆ.: [980, 1249, 1232, 1315]
ingredients-label-box: [19, 578, 135, 641]
paragraph: ಕೆಲವು ದಿನಗಳ ಹಿಂದೆಯೇ ತಮನ್ನಾ ಮತ್ತು ವಿಜಯ್ ವರ್ಮಾ ಬೇರೆಯಾಗಿದ್ದಾರೆ ಎಂಬ ಸುದ್ದಿ ಹರಿದಾಡಿತ್ತು. ಇದೀಗ ಅದು ಖಚಿತವಾಗಿದೆ. ಇಬ್ಬರೂ ಈ ಬಗ್ಗೆ ಯಾವುದೇ ಅಧಿಕೃತ ಹೇಳಿಕೆ ನೀಡಿಲ್ಲ. ಚಿತ್ರದಲ್ಲಿ ಒಟ್ಟಿಗೆ ನಟಿಸಿದ್ದರು. 'ಲಸ್ಟ್ ಸ್ಟೋರೀಸ್ 2' ಚಿತ್ರೀಕರಣದ ಸಂದರ್ಭದಲ್ಲಿ ಇವರ ಪ್ರೇಮ ಆರಂಭವಾಗಿತ್ತು.: [1338, 759, 1517, 879]
tamanna-headline-box: [1019, 221, 1525, 422]
aries-icon: ♈: [14, 2120, 62, 2168]
paragraph: ಸೌತ್ ಸಿನಿಮಾ ಇಂಡಸ್ಟ್ರಿ ಪ್ರಸಿದ್ಧ ನಟಿಯರಲ್ಲಿ ಒಬ್ಬರಾದ ತಮನ್ನಾ ಭಾಟಿಯಾ ಅಭಿಮಾನಿಗಳಿಗೆ ಬಿಗ್ ಶಾಕ್ ಕೊಟ್ಟಿದ್ದಾರೆ. ತಮ್ಮ ವೈಯಕ್ತಿಕ ಜೀವನದಲ್ಲಿ ಮುಖ್ಯ ಹೆಜ್ಜೆ ಇಡುವಲ್ಲಿ ಮುಂದಾಗಿದ್ದ ಮಿಲ್ಕಿ ಬ್ಯೂಟಿ ನಟ ವಿಜಯ್ ವರ್ಮಾ ಅವರ ಜೊತೆ ಬ್ರೇಕಪ್ ಮಾಡಿಕೊಂಡಿದ್ದಾರೆ ಎಂಬ ಸುದ್ದಿ ಹರಿದಾಡುತ್ತಿದೆ.: [1026, 434, 1515, 482]
zodiac-list: [522, 1977, 743, 2381]
astrologer-website: www.jyotishyavaastu.com: [17, 2050, 141, 2062]
zodiac-row-makara: [522, 2078, 743, 2179]
astrologer-name: ಜಯಶ್ರೀ.ಬಿ.ಆರ್: [81, 1979, 176, 1998]
paragraph: ವಿಜ್ಞಾನ ಮತ್ತು ತಂತ್ರಜ್ಞಾನ ಮುಂದುವರೆದಂತೆ ದಂತ ಚಿಕಿತ್ಸೆಯು ಹೆಚ್ಚು ಸುಧಾರಿಸಿದೆ. 1530 ರಲ್ಲಿ ಮೊದಲ ದಂತ ಪುಸ್ತಕ ಪ್ರಕಟವಾಯಿತು. 1828 ರಲ್ಲಿ ಡೆಂಟಲ್ ಕಾಲೇಜು ಸ್ಥಾಪನೆಯಾಯಿತು.: [1300, 2054, 1521, 2120]
pricing-block: [1275, 1747, 1519, 1781]
tamanna-photo: [708, 221, 1019, 1028]
couple-photo: [1028, 663, 1331, 910]
venue-text: Prestige Centre for Performing Arts (PCPA), Silver Oak Plantation, 25, Mudalappa St, Anjanadri Layout, Konanakunte, Bengaluru, Karnataka 560062: [1275, 1659, 1502, 1743]
paragraph: ವೈವಿಧ್ಯಮಯ ಮತ್ತು ರೋಮಾಂಚಕ ಪ್ರೇಕ್ಷಕರಿಗೆ ಸಂಗೀತ, ರಂಗಭೂಮಿ, ನೃತ್ಯ ಕಲೆಗಳ ಮೂಲಕ ಇದು ಕಲೆಯನ್ನು ತರುತ್ತಿದೆ. ಈ ಕೇಂದ್ರದ ನಿರ್ದೇಶಕರಾಗಿ ಶ್ರೀ ಎ. ಎಸ್. ಸತ್ಯ ಇದ್ದಾರೆ.: [1244, 1365, 1517, 1413]
zodiac-row-simha: [275, 2058, 515, 2139]
health-tips-line-1: ಹೆಲ್ತ್: [188, 1074, 222, 1096]
